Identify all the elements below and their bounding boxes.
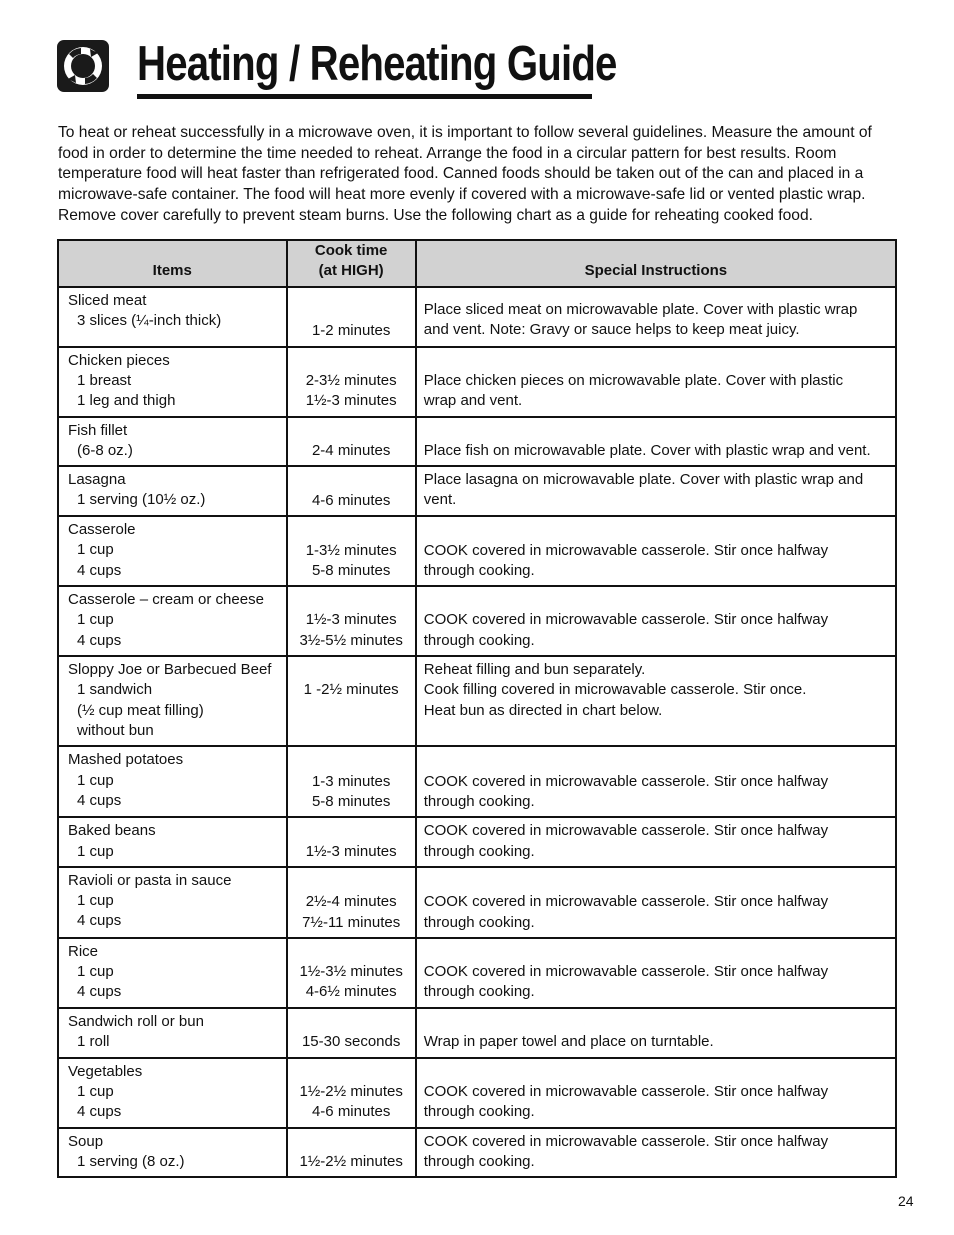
cook-time: 3½-5½ minutes — [299, 631, 403, 649]
table-row — [58, 417, 896, 467]
header-cook-time-line2: (at HIGH) — [318, 262, 384, 280]
instructions-cell — [416, 746, 896, 817]
item-name: Chicken pieces — [68, 351, 170, 369]
item-cell — [58, 466, 287, 516]
header-items: Items — [58, 240, 287, 287]
table-row — [58, 867, 896, 938]
cook-time-cell — [287, 516, 416, 586]
cook-time: 1½-2½ minutes — [299, 1153, 403, 1171]
item-name: Vegetables — [68, 1062, 143, 1080]
instructions-cell — [416, 287, 896, 347]
reheating-table — [57, 239, 897, 1178]
cook-time: 15-30 seconds — [301, 1033, 401, 1051]
item-name: Casserole — [68, 521, 136, 539]
cook-time: 1½-3 minutes — [305, 842, 397, 860]
instructions-cell — [416, 417, 896, 467]
item-cell — [58, 1008, 287, 1058]
item-portion: 1 cup — [77, 842, 114, 860]
instruction-line: through cooking. — [423, 842, 535, 860]
cook-time: 4-6 minutes — [311, 491, 391, 509]
instruction-line: through cooking. — [423, 983, 535, 1001]
cook-time: 1½-3½ minutes — [299, 963, 403, 981]
cook-time-cell — [287, 817, 416, 867]
instruction-line: COOK covered in microwavable casserole. Stir once halfway — [423, 822, 829, 840]
item-cell — [58, 1058, 287, 1128]
cook-time: 1½-3 minutes — [305, 611, 397, 629]
item-cell — [58, 656, 287, 746]
table-row — [58, 466, 896, 516]
cook-time-cell — [287, 938, 416, 1008]
instruction-line: COOK covered in microwavable casserole. Stir once halfway — [423, 772, 829, 790]
instructions-cell — [416, 1008, 896, 1058]
item-name: Lasagna — [68, 471, 126, 489]
cook-time: 1½-2½ minutes — [299, 1083, 403, 1101]
table-row — [58, 1128, 896, 1178]
item-cell — [58, 347, 287, 417]
instruction-line: COOK covered in microwavable casserole. Stir once halfway — [423, 1083, 829, 1101]
item-portion: 1 serving (10½ oz.) — [77, 491, 206, 509]
item-name: Sandwich roll or bun — [68, 1012, 204, 1030]
item-cell — [58, 746, 287, 817]
table-row — [58, 347, 896, 417]
table-row — [58, 516, 896, 586]
item-cell — [58, 1128, 287, 1178]
table-header-row — [58, 240, 896, 287]
instructions-cell — [416, 1128, 896, 1178]
instructions-cell — [416, 656, 896, 746]
instruction-line: COOK covered in microwavable casserole. Stir once halfway — [423, 541, 829, 559]
instruction-line: Reheat filling and bun separately. — [423, 661, 646, 679]
item-portion: without bun — [77, 721, 154, 739]
instruction-line: and vent. Note: Gravy or sauce helps to keep meat juicy. — [423, 320, 800, 338]
item-name: Sliced meat — [68, 291, 147, 309]
instruction-line: Cook filling covered in microwavable casserole. Stir once. — [423, 681, 807, 699]
item-portion: 4 cups — [77, 791, 122, 809]
instruction-line: COOK covered in microwavable casserole. Stir once halfway — [423, 893, 829, 911]
page-number: 24 — [898, 1193, 914, 1209]
cook-time: 5-8 minutes — [311, 561, 391, 579]
instruction-line: Place fish on microwavable plate. Cover with plastic wrap and vent. — [423, 441, 871, 459]
item-portion: 1 sandwich — [77, 681, 153, 699]
cook-time: 4-6½ minutes — [305, 983, 397, 1001]
cook-time-cell — [287, 1008, 416, 1058]
item-cell — [58, 817, 287, 867]
cook-time: 5-8 minutes — [311, 792, 391, 810]
item-cell — [58, 287, 287, 347]
item-portion: 1 cup — [77, 1083, 114, 1101]
instruction-line: wrap and vent. — [423, 392, 523, 410]
cook-time: 1-3½ minutes — [305, 541, 397, 559]
item-portion: 1 cup — [77, 963, 114, 981]
cook-time: 7½-11 minutes — [302, 913, 401, 931]
item-portion: 1 cup — [77, 771, 114, 789]
table-row — [58, 746, 896, 817]
instruction-line: COOK covered in microwavable casserole. Stir once halfway — [423, 611, 829, 629]
header-special-instructions: Special Instructions — [416, 240, 896, 287]
cook-time-cell — [287, 586, 416, 656]
table-row — [58, 656, 896, 746]
instructions-cell — [416, 1058, 896, 1128]
item-portion: 1 roll — [77, 1033, 110, 1051]
cook-time: 4-6 minutes — [311, 1103, 391, 1121]
instruction-line: Wrap in paper towel and place on turntable. — [423, 1033, 714, 1051]
table-row — [58, 1008, 896, 1058]
title-underline — [137, 94, 592, 99]
item-portion: 1 cup — [77, 541, 114, 559]
microwave-reheat-icon — [57, 40, 109, 92]
item-portion: 3 slices (¼-inch thick) — [77, 311, 222, 329]
instruction-line: Place sliced meat on microwavable plate. Cover with plastic wrap — [423, 300, 858, 318]
table-row — [58, 287, 896, 347]
item-name: Soup — [68, 1132, 104, 1150]
item-cell — [58, 516, 287, 586]
cook-time-cell — [287, 867, 416, 938]
instruction-line: vent. — [423, 491, 457, 509]
item-name: Rice — [68, 942, 99, 960]
instructions-cell — [416, 817, 896, 867]
instruction-line: Place chicken pieces on microwavable plate. Cover with plastic — [423, 372, 844, 389]
cook-time: 1-2 minutes — [311, 322, 391, 340]
cook-time: 2½-4 minutes — [305, 893, 397, 911]
instructions-cell — [416, 867, 896, 938]
instructions-cell — [416, 586, 896, 656]
instructions-cell — [416, 516, 896, 586]
item-portion: 4 cups — [77, 1103, 122, 1121]
instruction-line: Heat bun as directed in chart below. — [423, 701, 663, 719]
item-portion: 4 cups — [77, 561, 122, 579]
instruction-line: Place lasagna on microwavable plate. Cover with plastic wrap and — [423, 471, 864, 489]
item-cell — [58, 417, 287, 467]
header-cook-time-line1: Cook time — [314, 242, 388, 259]
item-portion: 4 cups — [77, 631, 122, 649]
item-name: Baked beans — [68, 822, 156, 840]
item-portion: 4 cups — [77, 912, 122, 930]
item-portion: 1 breast — [77, 371, 132, 389]
instruction-line: through cooking. — [423, 561, 535, 579]
header-cook-time — [287, 240, 416, 287]
cook-time-cell — [287, 417, 416, 467]
table-row — [58, 1058, 896, 1128]
cook-time: 1½-3 minutes — [305, 392, 397, 410]
intro-paragraph: To heat or reheat successfully in a microwave oven, it is important to follow several guidelines. Measure the amount of food in order to determine the time needed to reheat. Arrange the food in a circular pattern for best results. Room temperature food will heat faster than refrigerated food. Canned foods should be taken out of the can and placed in a microwave-safe container. The food will heat more evenly if covered with a microwave-safe lid or vented plastic wrap. Remove cover carefully to prevent steam burns. Use the following chart as a guide for reheating cooked food. — [58, 124, 872, 224]
item-portion: (6-8 oz.) — [77, 441, 133, 459]
table-row — [58, 586, 896, 656]
table-row — [58, 938, 896, 1008]
instruction-line: through cooking. — [423, 792, 535, 810]
item-portion: 1 serving (8 oz.) — [77, 1153, 185, 1171]
instructions-cell — [416, 938, 896, 1008]
instruction-line: through cooking. — [423, 631, 535, 649]
page-title: Heating / Reheating Guide — [137, 37, 617, 91]
item-name: Fish fillet — [68, 421, 128, 439]
instruction-line: COOK covered in microwavable casserole. Stir once halfway — [423, 963, 829, 981]
cook-time: 2-4 minutes — [311, 441, 391, 459]
item-name: Sloppy Joe or Barbecued Beef — [68, 661, 272, 679]
instruction-line: through cooking. — [423, 1153, 535, 1171]
cook-time-cell — [287, 347, 416, 417]
instructions-cell — [416, 466, 896, 516]
item-portion: 4 cups — [77, 983, 122, 1001]
item-name: Mashed potatoes — [68, 751, 184, 769]
cook-time-cell — [287, 466, 416, 516]
instructions-cell — [416, 347, 896, 417]
instruction-line: through cooking. — [423, 913, 535, 931]
cook-time: 1 -2½ minutes — [303, 681, 399, 699]
cook-time: 2-3½ minutes — [305, 372, 397, 389]
item-name: Ravioli or pasta in sauce — [68, 871, 232, 889]
cook-time-cell — [287, 746, 416, 817]
item-cell — [58, 938, 287, 1008]
instruction-line: COOK covered in microwavable casserole. Stir once halfway — [423, 1132, 829, 1150]
item-name: Casserole – cream or cheese — [68, 591, 264, 609]
cook-time: 1-3 minutes — [311, 772, 391, 790]
table-row — [58, 817, 896, 867]
item-portion: 1 cup — [77, 611, 114, 629]
cook-time-cell — [287, 1058, 416, 1128]
cook-time-cell — [287, 287, 416, 347]
page-header — [57, 36, 617, 102]
item-portion: (½ cup meat filling) — [77, 701, 204, 719]
item-cell — [58, 867, 287, 938]
cook-time-cell — [287, 656, 416, 746]
item-portion: 1 cup — [77, 892, 114, 910]
cook-time-cell — [287, 1128, 416, 1178]
instruction-line: through cooking. — [423, 1103, 535, 1121]
item-portion: 1 leg and thigh — [77, 392, 176, 410]
item-cell — [58, 586, 287, 656]
